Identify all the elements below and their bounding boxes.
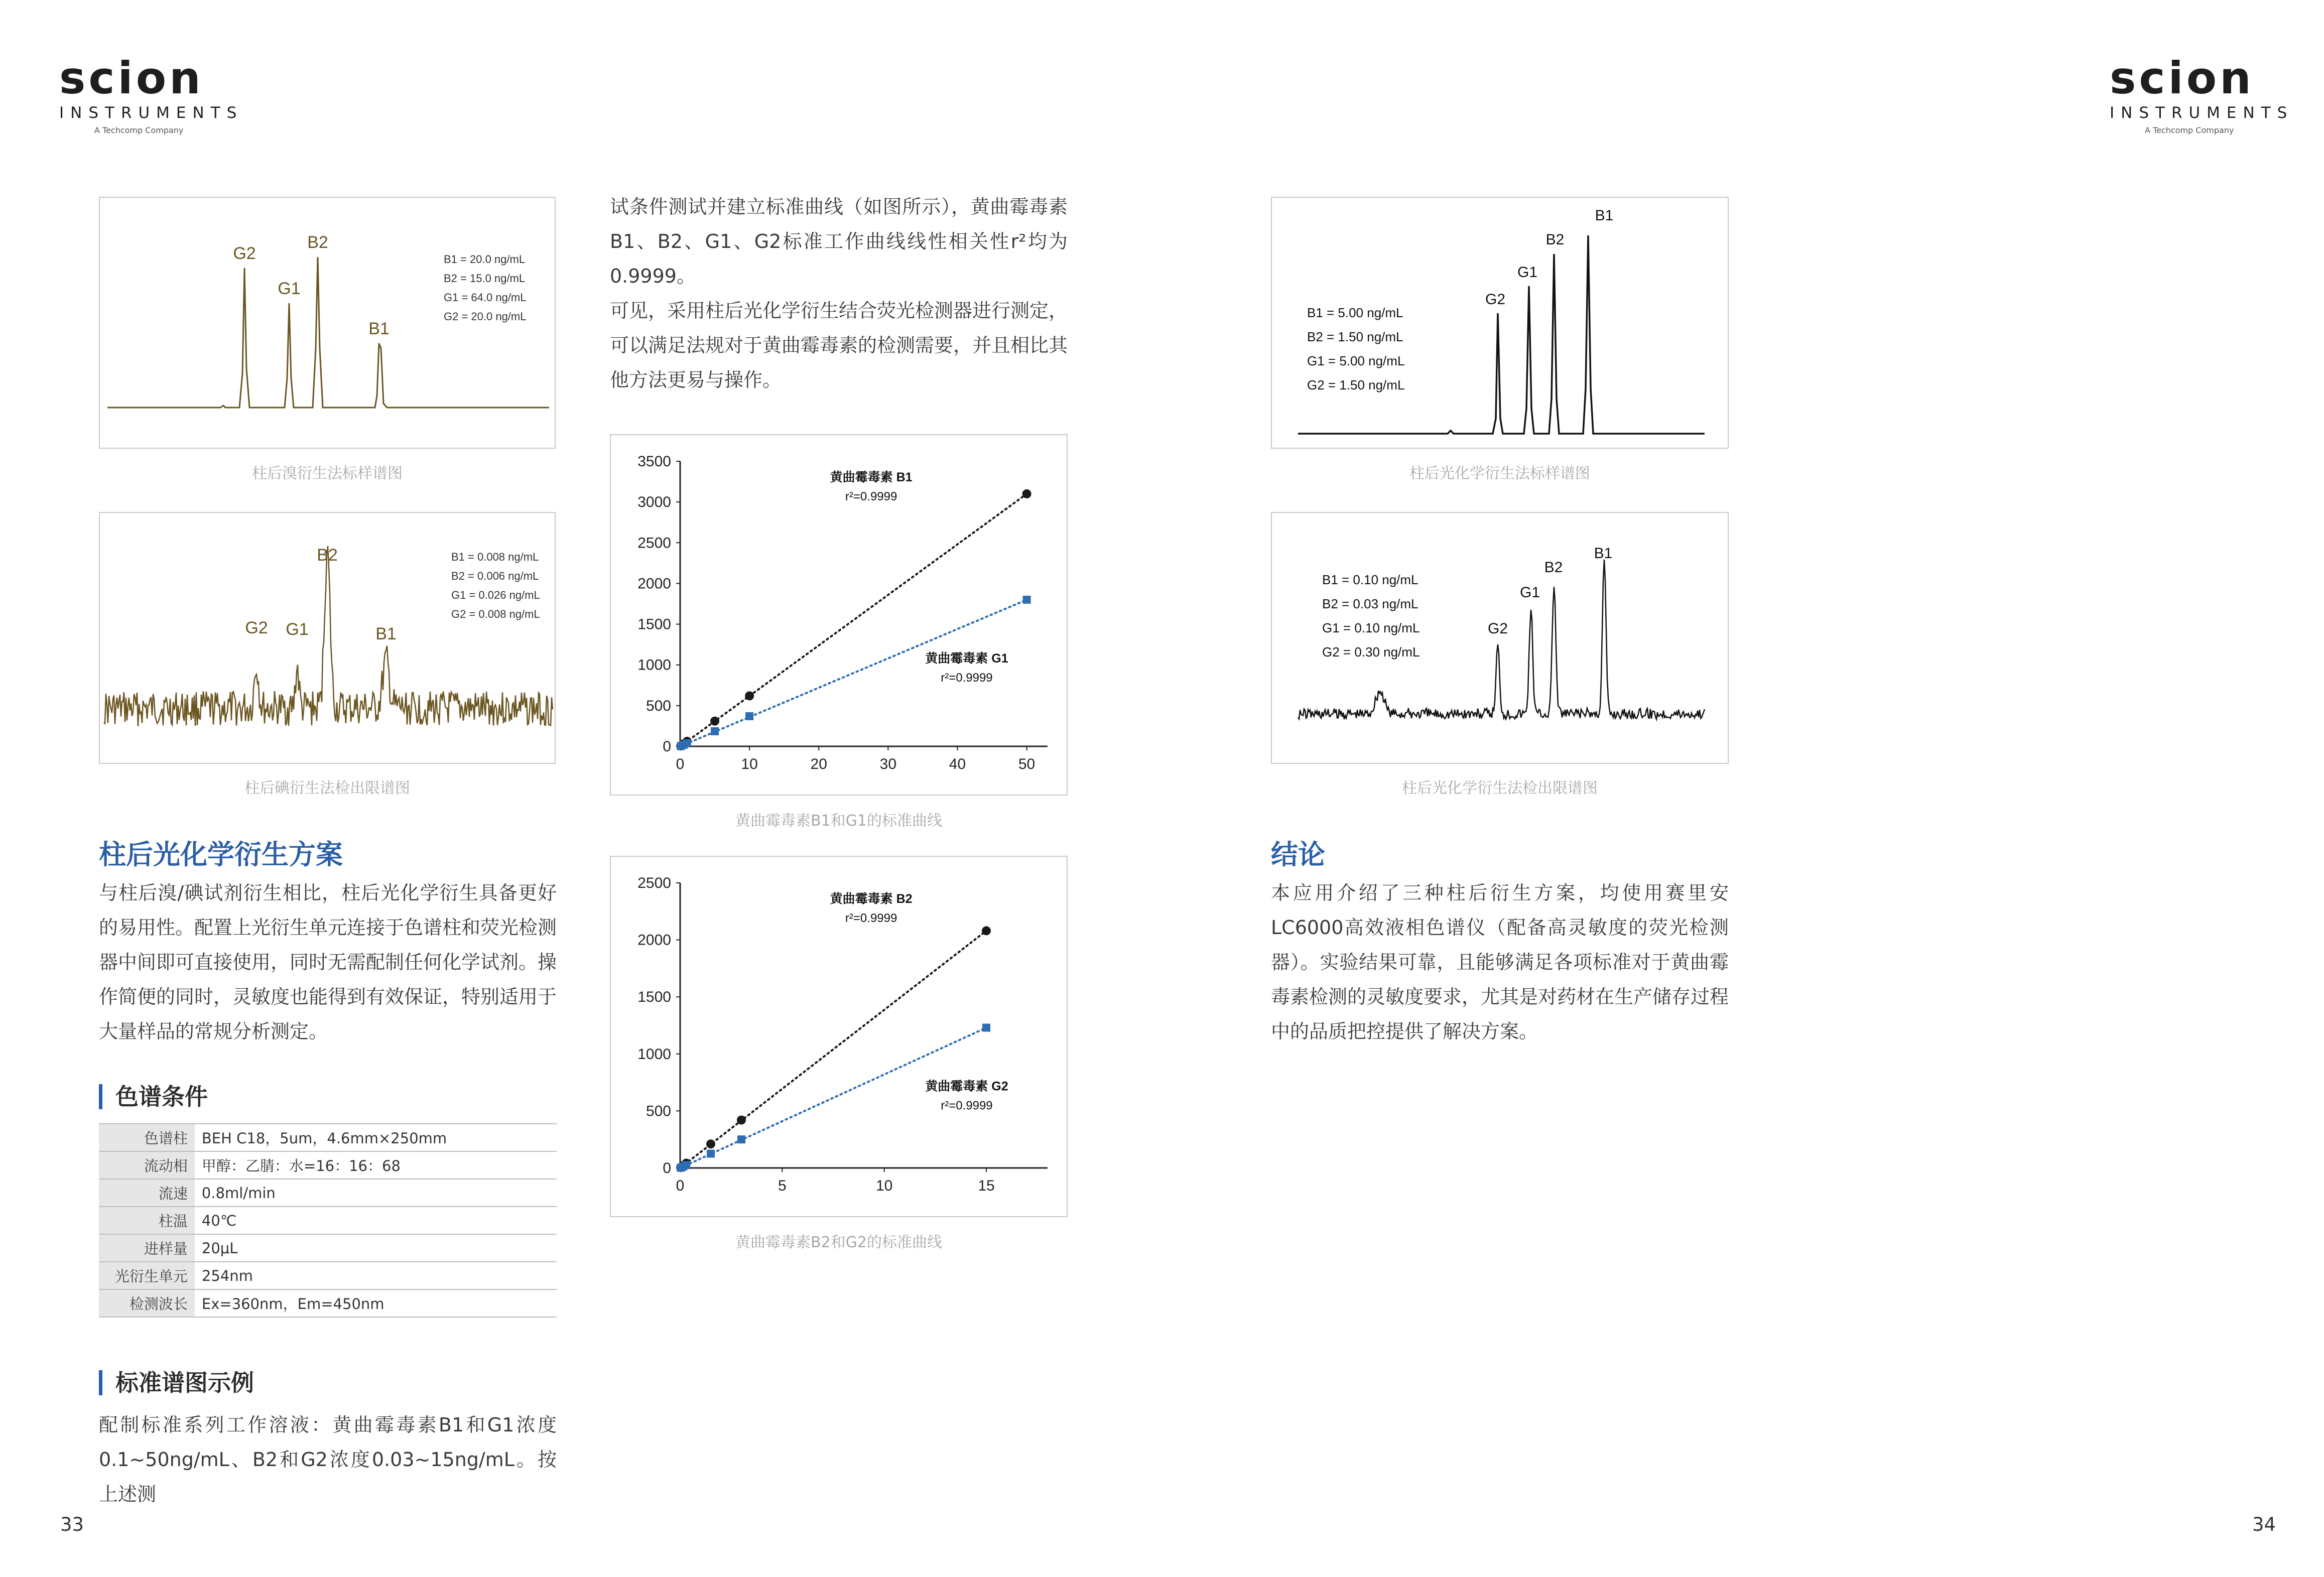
data-point — [711, 727, 719, 735]
conditions-key: 流速 — [99, 1179, 195, 1207]
section-body-photochem: 与柱后溴/碘试剂衍生相比，柱后光化学衍生具备更好的易用性。配置上光衍生单元连接于色谱柱和荧光检测器中间即可直接使用，同时无需配制任何化学试剂。操作简便的同时，灵敏度也能得到有效保证，特别适用于大量样品的常规分析测定。 — [99, 882, 557, 1042]
x-tick-label: 20 — [810, 756, 827, 772]
data-point — [1022, 489, 1031, 498]
conditions-row — [99, 1262, 557, 1289]
peak-label: B1 — [375, 624, 397, 643]
page-number-right: 34 — [2252, 1514, 2276, 1535]
peak-label: G2 — [1487, 620, 1508, 637]
y-tick-label: 3500 — [637, 453, 671, 470]
peak-label: G1 — [286, 620, 309, 639]
data-point — [1023, 596, 1031, 604]
peak-label: B1 — [1595, 207, 1614, 224]
conditions-row — [99, 1289, 557, 1317]
section-title-conditions: 色谱条件 — [99, 1084, 208, 1109]
legend-line: G2 = 1.50 ng/mL — [1307, 377, 1405, 392]
middle-para-1: 试条件测试并建立标准曲线（如图所示），黄曲霉毒素B1、B2、G1、G2标准工作曲线线性相关性r²均为0.9999。 — [610, 196, 1068, 287]
series-r2: r²=0.9999 — [941, 1099, 993, 1113]
x-tick-label: 0 — [676, 756, 685, 772]
conditions-row — [99, 1234, 557, 1262]
data-point — [683, 739, 691, 747]
legend-line: G2 = 20.0 ng/mL — [444, 310, 527, 323]
data-point — [707, 1150, 715, 1158]
conditions-key: 柱温 — [99, 1207, 195, 1234]
y-tick-label: 0 — [663, 1160, 671, 1176]
series-r2: r²=0.9999 — [845, 911, 897, 925]
legend-line: B2 = 1.50 ng/mL — [1307, 329, 1403, 344]
brand-name: scion — [59, 52, 204, 104]
conditions-row — [99, 1207, 557, 1234]
series-r2: r²=0.9999 — [845, 490, 897, 503]
brand-name: scion — [2110, 52, 2254, 104]
conditions-value: BEH C18，5um，4.6mm×250mm — [195, 1124, 557, 1151]
chromatogram-iodine-lod — [99, 512, 556, 764]
y-tick-label: 1500 — [637, 616, 671, 633]
y-tick-label: 1500 — [637, 989, 671, 1006]
conditions-value: 20μL — [195, 1234, 557, 1262]
calibration-chart-b2-g2 — [610, 856, 1068, 1217]
y-tick-label: 0 — [663, 738, 671, 755]
y-tick-label: 2000 — [637, 575, 671, 592]
y-tick-label: 2500 — [637, 535, 671, 552]
peak-label: B2 — [307, 233, 328, 252]
legend-line: B2 = 15.0 ng/mL — [444, 272, 526, 285]
data-point — [710, 717, 719, 726]
brand-tagline: A Techcomp Company — [2145, 125, 2234, 135]
conditions-value: 0.8ml/min — [195, 1179, 557, 1207]
conditions-row — [99, 1151, 557, 1179]
data-point — [982, 1024, 990, 1032]
x-tick-label: 10 — [741, 756, 758, 772]
legend-line: B1 = 0.10 ng/mL — [1322, 572, 1418, 587]
figure-caption: 柱后光化学衍生法标样谱图 — [1409, 465, 1590, 482]
conditions-value: 甲醇：乙腈：水=16：16：68 — [195, 1151, 557, 1179]
peak-label: G2 — [245, 618, 268, 637]
middle-para-2: 可见，采用柱后光化学衍生结合荧光检测器进行测定，可以满足法规对于黄曲霉毒素的检测需要，并且相比其他方法更易与操作。 — [610, 300, 1068, 391]
legend-line: G1 = 0.10 ng/mL — [1322, 620, 1420, 635]
middle-text — [610, 190, 1068, 398]
y-tick-label: 500 — [645, 1103, 671, 1120]
legend-line: G2 = 0.008 ng/mL — [451, 608, 540, 620]
peak-label: G2 — [1485, 291, 1506, 308]
y-tick-label: 2000 — [637, 932, 671, 949]
brand-sub: INSTRUMENTS — [2110, 104, 2294, 122]
conditions-key: 流动相 — [99, 1151, 195, 1179]
brand-logo-right — [2110, 41, 2294, 135]
section-body-conclusion: 本应用介绍了三种柱后衍生方案，均使用赛里安LC6000高效液相色谱仪（配备高灵敏度的荧光检测器）。实验结果可靠，且能够满足各项标准对于黄曲霉毒素检测的灵敏度要求，尤其是对药材在生产储存过程中的品质把控提供了解决方案。 — [1271, 882, 1729, 1042]
x-tick-label: 40 — [949, 756, 966, 772]
figure-caption: 黄曲霉毒素B1和G1的标准曲线 — [735, 812, 942, 830]
section-title-conclusion: 结论 — [1271, 839, 1325, 870]
legend-line: G1 = 5.00 ng/mL — [1307, 353, 1405, 368]
peak-label: B2 — [1545, 231, 1565, 248]
conditions-row — [99, 1179, 557, 1207]
figure-caption: 柱后溴衍生法标样谱图 — [252, 465, 403, 482]
conditions-value: Ex=360nm，Em=450nm — [195, 1289, 557, 1317]
peak-label: B2 — [317, 546, 338, 565]
figure-caption: 柱后碘衍生法检出限谱图 — [244, 779, 410, 797]
legend-line: B2 = 0.03 ng/mL — [1322, 596, 1418, 611]
x-tick-label: 10 — [875, 1177, 893, 1194]
data-point — [737, 1135, 745, 1143]
chromatogram-photochem-standard — [1271, 197, 1729, 449]
x-tick-label: 50 — [1018, 756, 1036, 772]
peak-label: G1 — [1517, 264, 1538, 281]
x-tick-label: 15 — [978, 1177, 995, 1194]
chromatogram-bromine-standard — [99, 197, 556, 449]
legend-line: B1 = 0.008 ng/mL — [451, 551, 539, 563]
data-point — [706, 1139, 715, 1148]
data-point — [982, 926, 991, 935]
figure-caption: 黄曲霉毒素B2和G2的标准曲线 — [735, 1234, 942, 1251]
figure-caption: 柱后光化学衍生法检出限谱图 — [1402, 779, 1598, 797]
peak-label: G1 — [1519, 584, 1540, 601]
series-label: 黄曲霉毒素 G1 — [925, 651, 1008, 666]
peak-label: B2 — [1544, 559, 1563, 576]
brand-logo-left — [59, 41, 243, 135]
trendline — [681, 1028, 986, 1168]
brand-sub: INSTRUMENTS — [59, 104, 243, 122]
legend-line: G2 = 0.30 ng/mL — [1322, 644, 1420, 660]
section-body-standard: 配制标准系列工作溶液：黄曲霉毒素B1和G1浓度0.1~50ng/mL、B2和G2浓度0.03~15ng/mL。按上述测 — [99, 1414, 557, 1505]
page-number-left: 33 — [60, 1514, 84, 1535]
y-tick-label: 500 — [645, 697, 671, 714]
conditions-table — [99, 1123, 557, 1318]
conditions-key: 进样量 — [99, 1234, 195, 1262]
y-tick-label: 3000 — [637, 494, 671, 511]
y-tick-label: 2500 — [637, 875, 671, 891]
series-label: 黄曲霉毒素 B2 — [830, 892, 913, 906]
peak-label: G1 — [278, 279, 301, 298]
y-tick-label: 1000 — [637, 656, 671, 674]
peak-label: G2 — [233, 244, 256, 263]
data-point — [745, 691, 754, 700]
series-label: 黄曲霉毒素 B1 — [830, 470, 913, 484]
conditions-key: 光衍生单元 — [99, 1262, 195, 1289]
data-point — [745, 712, 753, 720]
x-tick-label: 0 — [676, 1177, 685, 1194]
legend-line: G1 = 64.0 ng/mL — [444, 291, 527, 304]
chromatogram-photochem-lod — [1271, 512, 1729, 764]
x-tick-label: 5 — [778, 1177, 787, 1194]
conditions-value: 40℃ — [195, 1207, 557, 1234]
y-tick-label: 1000 — [637, 1045, 671, 1063]
peak-label: B1 — [1594, 545, 1613, 562]
conditions-key: 检测波长 — [99, 1289, 195, 1317]
legend-line: B2 = 0.006 ng/mL — [451, 570, 539, 582]
legend-line: G1 = 0.026 ng/mL — [451, 589, 540, 601]
series-r2: r²=0.9999 — [941, 671, 993, 685]
section-title-standard: 标准谱图示例 — [99, 1370, 254, 1395]
series-label: 黄曲霉毒素 G2 — [925, 1079, 1008, 1094]
legend-line: B1 = 20.0 ng/mL — [444, 253, 526, 266]
data-point — [737, 1116, 746, 1125]
conditions-value: 254nm — [195, 1262, 557, 1289]
data-point — [682, 1161, 690, 1169]
peak-label: B1 — [368, 319, 390, 338]
brand-tagline: A Techcomp Company — [94, 125, 184, 135]
trendline — [681, 494, 1026, 746]
x-tick-label: 30 — [879, 756, 897, 772]
calibration-chart-b1-g1 — [610, 434, 1068, 796]
conditions-key: 色谱柱 — [99, 1124, 195, 1151]
section-title-photochem: 柱后光化学衍生方案 — [99, 839, 343, 870]
conditions-row — [99, 1124, 557, 1151]
legend-line: B1 = 5.00 ng/mL — [1307, 305, 1403, 320]
